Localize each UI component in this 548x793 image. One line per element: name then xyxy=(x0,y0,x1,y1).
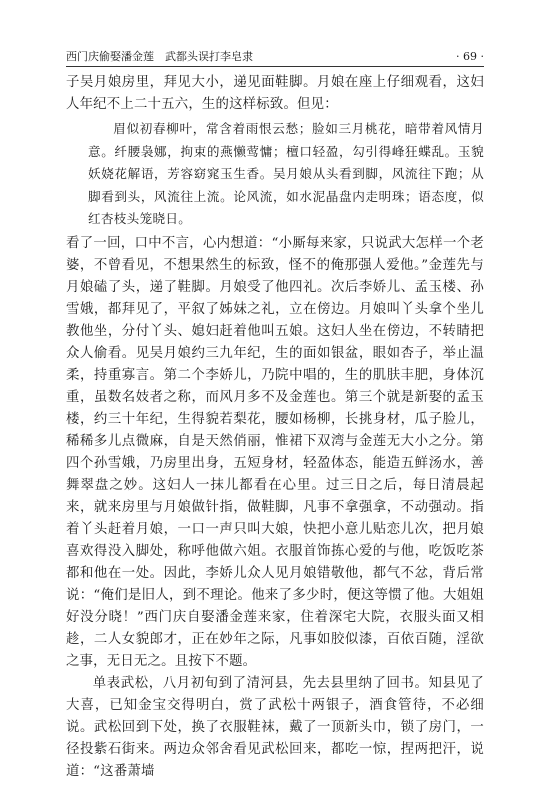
header-rule xyxy=(66,66,484,67)
paragraph-1: 子吴月娘房里，拜见大小，递见面鞋脚。月娘在座上仔细观看，这妇人年纪不上二十五六，生的这样标致。但见： xyxy=(66,75,484,112)
body-text xyxy=(66,72,484,783)
poem-block: 眉似初春柳叶，常含着雨恨云愁；脸如三月桃花，暗带着风情月意。纤腰袅娜，拘束的燕懒莺慵；檀口轻盈，勾引得峰狂蝶乱。玉貌妖娆花解语，芳容窈窕玉生香。吴月娘从头看到脚，风流往下跑；从脚看到头，风流往上流。论风流，如水泥晶盘内走明珠；语态度，似红杏枝头笼晓日。 xyxy=(88,121,484,226)
page-number: · 69 · xyxy=(456,50,484,63)
running-header xyxy=(66,48,484,66)
paragraph-2: 看了一回，口中不言，心内想道：“小厮每来家，只说武大怎样一个老婆，不曾看见，不想果然生的标致，怪不的俺那强人爱他。”金莲先与月娘磕了头，递了鞋脚。月娘受了他四礼。次后李娇儿、孟玉楼、孙雪娥，都拜见了，平叙了姊妹之礼，立在傍边。月娘叫丫头拿个坐儿教他坐，分付丫头、媳妇赶着他叫五娘。这妇人坐在傍边，不转睛把众人偷看。见吴月娘约三九年纪，生的面如银盆，眼如杏子，举止温柔，持重寡言。第二个李娇儿，乃院中唱的，生的肌肤丰肥，身体沉重，虽数名妓者之称，而风月多不及金莲也。第三个就是新娶的孟玉楼，约三十年纪，生得貌若梨花，腰如杨柳，长挑身材，瓜子脸儿，稀稀多儿点微麻，自是天然俏丽，惟裙下双湾与金莲无大小之分。第四个孙雪娥，乃房里出身，五短身材，轻盈体态，能造五鲜汤水，善舞翠盘之妙。这妇人一抹儿都看在心里。过三日之后，每日清晨起来，就来房里与月娘做针指，做鞋脚，凡事不拿强拿，不动强动。指着丫头赶着月娘，一口一声只叫大娘，快把小意儿贴恋儿次，把月娘喜欢得没入脚处，称呼他做六姐。衣服首饰拣心爱的与他，吃饭吃茶都和他在一处。因此，李娇儿众人见月娘错敬他，都气不忿，背后常说：“俺们是旧人，到不理论。他来了多少时，便这等惯了他。大姐姐好没分晓！”西门庆自娶潘金莲来家，住着深宅大院，衣服头面又相趁，二人女貌郎才，正在妙年之际，凡事如胶似漆，百依百随，淫欲之事，无日无之。且按下不题。 xyxy=(66,235,484,669)
paragraph-3: 单表武松，八月初旬到了清河县，先去县里纳了回书。知县见了大喜，已知金宝交得明白，赏了武松十两银子，酒食管待，不必细说。武松回到下处，换了衣服鞋袜，戴了一顶新头巾，锁了房门，一径投紫石街来。两边众邻舍看见武松回来，都吃一惊，捏两把汗，说道：“这番萧墙 xyxy=(66,675,484,779)
chapter-title: 西门庆偷娶潘金莲 武都头误打李皂隶 xyxy=(66,50,253,63)
